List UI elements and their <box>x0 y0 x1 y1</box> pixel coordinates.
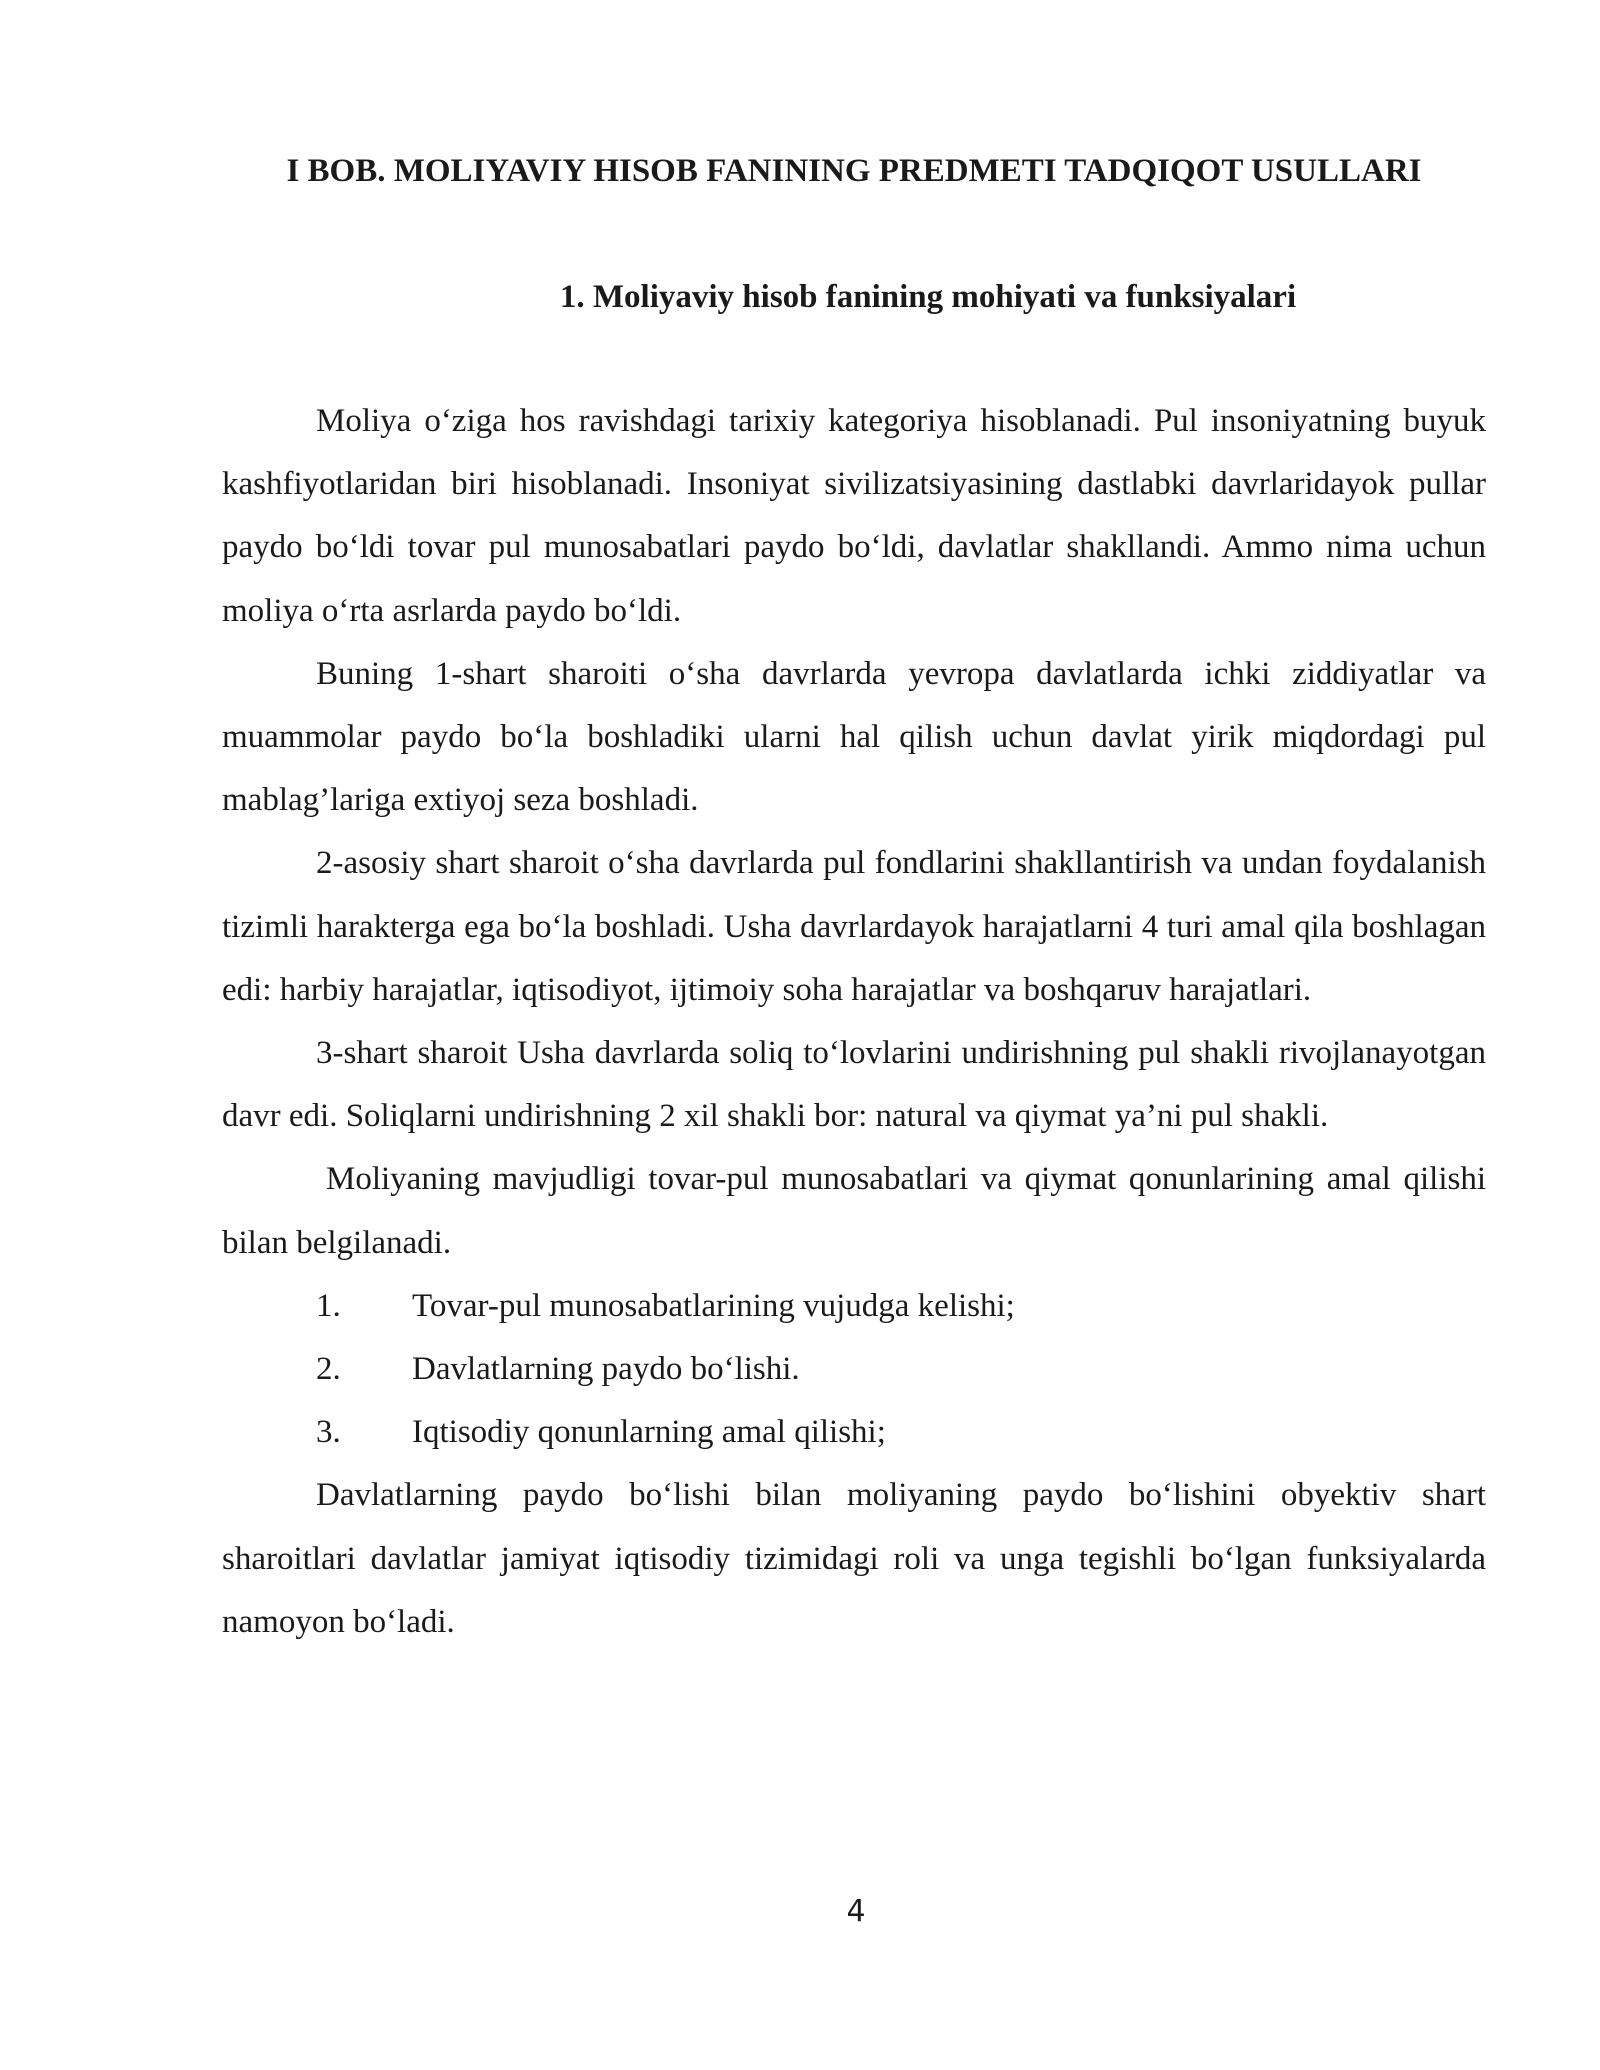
paragraph: Moliya o‘ziga hos ravishdagi tarixiy kategoriya hisoblanadi. Pul insoniyatning buyuk kashfiyotlaridan biri hisoblanadi. Insoniyat sivilizatsiyasining dastlabki davrlaridayok pullar paydo bo‘ldi tovar pul munosabatlari paydo bo‘ldi, davlatlar shakllandi. Ammo nima uchun moliya o‘rta asrlarda paydo bo‘ldi. <box>222 403 1486 629</box>
paragraph: 2-asosiy shart sharoit o‘sha davrlarda pul fondlarini shakllantirish va undan foydalanish tizimli harakterga ega bo‘la boshladi. Usha davrlardayok harajatlarni 4 turi amal qila boshlagan edi: harbiy harajatlar, iqtisodiyot, ijtimoiy soha harajatlar va boshqaruv harajatlari. <box>222 845 1486 1008</box>
list-item-text: Davlatlarning paydo bo‘lishi. <box>412 1351 800 1388</box>
document-body <box>222 390 1486 1654</box>
section-title: 1. Moliyaviy hisob fanining mohiyati va funksiyalari <box>559 279 1297 315</box>
paragraph: Buning 1-shart sharoiti o‘sha davrlarda yevropa davlatlarda ichki ziddiyatlar va muammolar paydo bo‘la boshladiki ularni hal qilish uchun davlat yirik miqdordagi pul mablag’lariga extiyoj seza boshladi. <box>222 655 1486 819</box>
numbered-list <box>222 1275 1486 1465</box>
list-item-text: Iqtisodiy qonunlarning amal qilishi; <box>412 1414 886 1451</box>
list-item <box>222 1401 1486 1464</box>
paragraph: Moliyaning mavjudligi tovar-pul munosabatlari va qiymat qonunlarining amal qilishi bilan belgilanadi. <box>222 1161 1486 1261</box>
list-item <box>222 1275 1486 1338</box>
list-item-number: 3. <box>316 1414 341 1451</box>
chapter-title: I BOB. MOLIYAVIY HISOB FANINING PREDMETI TADQIQOT USULLARI <box>286 153 1422 189</box>
paragraph: 3-shart sharoit Usha davrlarda soliq to‘lovlarini undirishning pul shakli rivojlanayotgan davr edi. Soliqlarni undirishning 2 xil shakli bor: natural va qiymat ya’ni pul shakli. <box>222 1035 1486 1135</box>
list-item-number: 1. <box>316 1287 341 1324</box>
page-number: 4 <box>846 1894 866 1929</box>
list-item-number: 2. <box>316 1351 341 1388</box>
closing-paragraph: Davlatlarning paydo bo‘lishi bilan moliyaning paydo bo‘lishini obyektiv shart sharoitlari davlatlar jamiyat iqtisodiy tizimidagi roli va unga tegishli bo‘lgan funksiyalarda namoyon bo‘ladi. <box>222 1477 1486 1640</box>
list-item-text: Tovar-pul munosabatlarining vujudga kelishi; <box>412 1287 1015 1324</box>
list-item <box>222 1338 1486 1401</box>
